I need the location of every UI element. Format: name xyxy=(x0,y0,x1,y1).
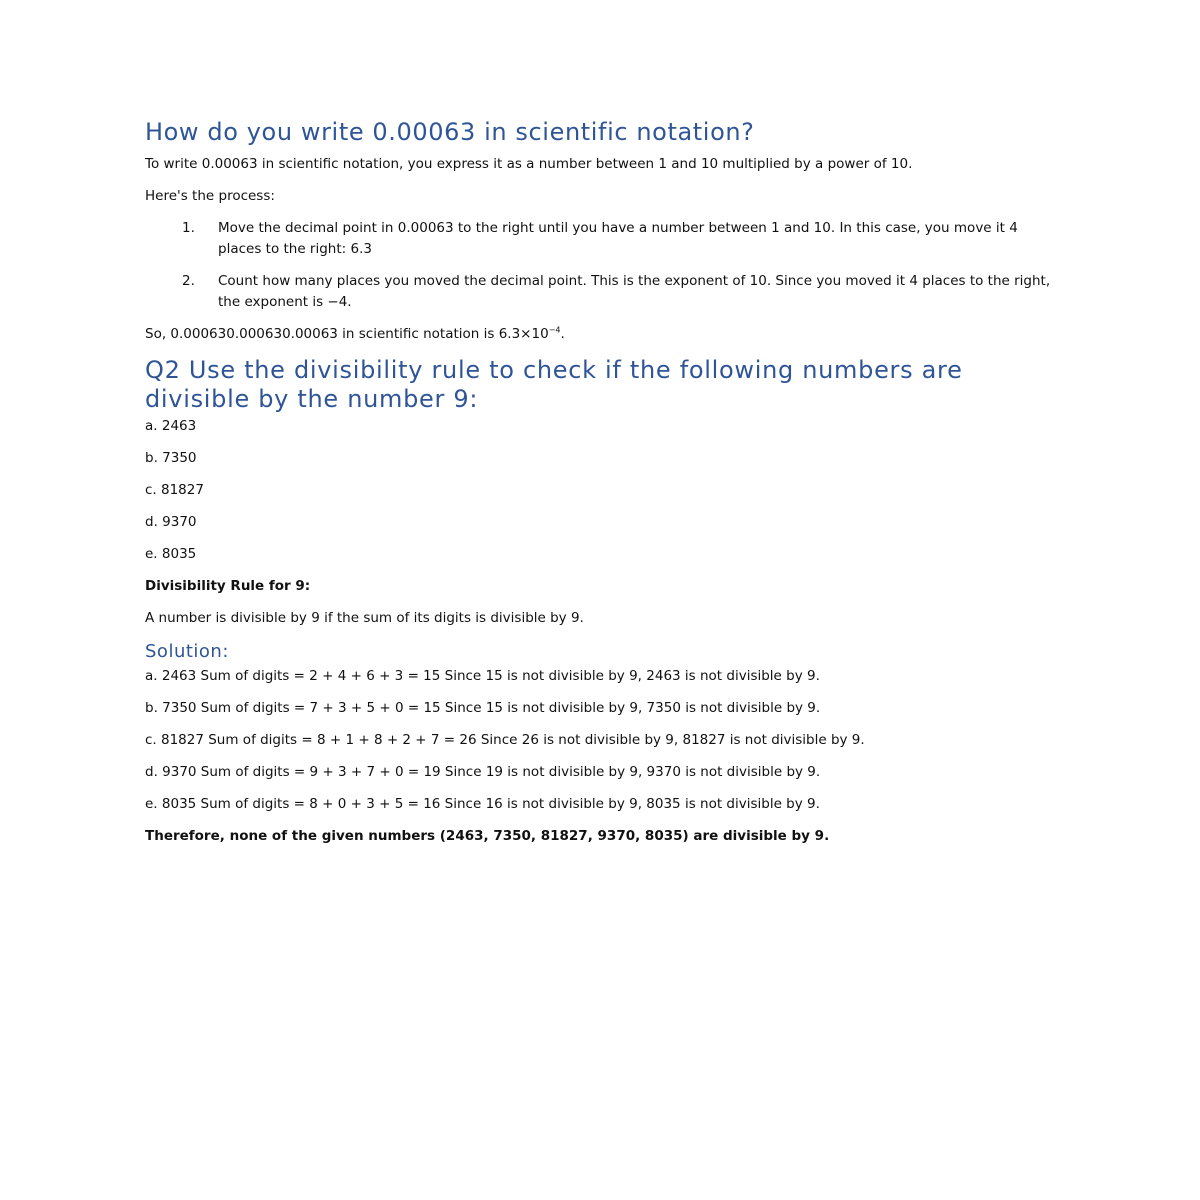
solution-line: a. 2463 Sum of digits = 2 + 4 + 6 + 3 = 15 Since 15 is not divisible by 9, 2463 is not divisible by 9. xyxy=(145,668,820,684)
q2-item: c. 81827 xyxy=(145,482,204,498)
list-item xyxy=(145,271,1055,313)
q1-conclusion xyxy=(145,324,1055,345)
rule-heading: Divisibility Rule for 9: xyxy=(145,578,311,594)
q2-item: d. 9370 xyxy=(145,514,197,530)
final-conclusion: Therefore, none of the given numbers (2463, 7350, 81827, 9370, 8035) are divisible by 9. xyxy=(145,828,830,844)
q1-intro: To write 0.00063 in scientific notation, you express it as a number between 1 and 10 multiplied by a power of 10. xyxy=(145,156,913,172)
q1-title: How do you write 0.00063 in scientific notation? xyxy=(145,118,755,146)
solution-line: d. 9370 Sum of digits = 9 + 3 + 7 + 0 = 19 Since 19 is not divisible by 9, 9370 is not divisible by 9. xyxy=(145,764,821,780)
solution-line: b. 7350 Sum of digits = 7 + 3 + 5 + 0 = 15 Since 15 is not divisible by 9, 7350 is not divisible by 9. xyxy=(145,700,821,716)
q1-steps-list xyxy=(145,218,1055,313)
exponent: −4 xyxy=(548,325,561,335)
step-number: 1. xyxy=(182,220,195,236)
conclusion-text: So, 0.000630.000630.00063 in scientific notation is 6.3×10 xyxy=(145,326,549,342)
q2-title: Q2 Use the divisibility rule to check if the following numbers are divisible by the number 9: xyxy=(145,356,963,413)
q2-item: b. 7350 xyxy=(145,450,197,466)
q2-item: a. 2463 xyxy=(145,418,197,434)
rule-text: A number is divisible by 9 if the sum of its digits is divisible by 9. xyxy=(145,610,584,626)
list-item xyxy=(145,218,1055,260)
conclusion-end: . xyxy=(560,326,565,342)
solution-heading: Solution: xyxy=(145,641,229,662)
step-text: Count how many places you moved the decimal point. This is the exponent of 10. Since you moved it 4 places to the right, the exponent is −4. xyxy=(218,273,1051,310)
document-page xyxy=(145,114,1055,858)
solution-line: c. 81827 Sum of digits = 8 + 1 + 8 + 2 + 7 = 26 Since 26 is not divisible by 9, 81827 is not divisible by 9. xyxy=(145,732,865,748)
step-number: 2. xyxy=(182,273,195,289)
q1-process-label: Here's the process: xyxy=(145,188,275,204)
q2-item: e. 8035 xyxy=(145,546,197,562)
solution-line: e. 8035 Sum of digits = 8 + 0 + 3 + 5 = 16 Since 16 is not divisible by 9, 8035 is not divisible by 9. xyxy=(145,796,820,812)
step-text: Move the decimal point in 0.00063 to the right until you have a number between 1 and 10. In this case, you move it 4 places to the right: 6.3 xyxy=(218,220,1018,257)
